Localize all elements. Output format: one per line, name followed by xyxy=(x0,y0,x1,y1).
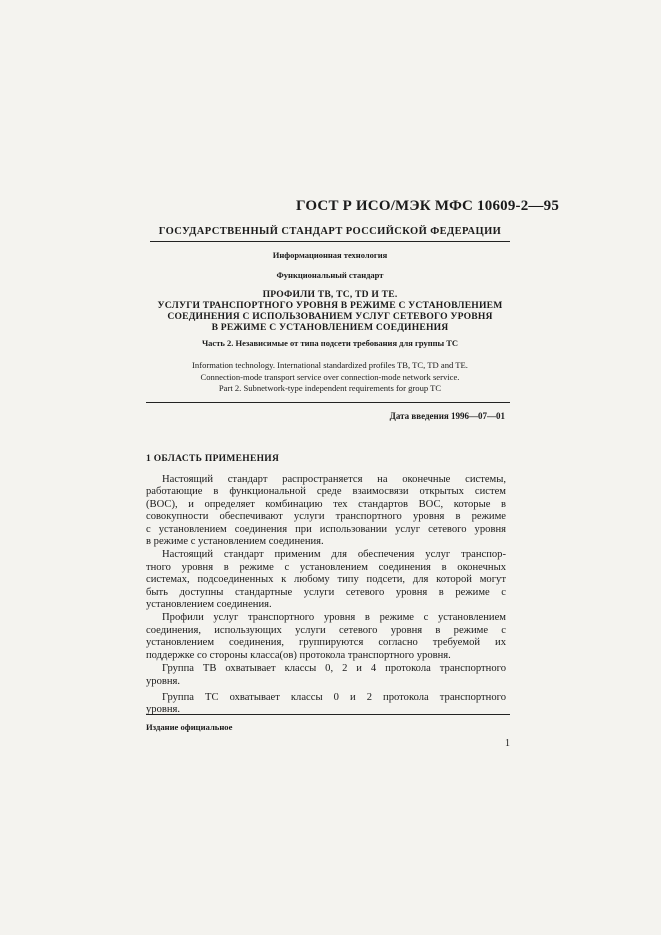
page-number: 1 xyxy=(505,738,510,749)
category-line: Информационная технология xyxy=(272,250,388,260)
text-line: установлением соединения. xyxy=(146,599,272,611)
standard-type-line: Функциональный стандарт xyxy=(276,270,384,280)
text-line: установлением соединения, группируются согласно требуемой их xyxy=(146,637,506,649)
document-title xyxy=(150,289,510,333)
paragraph xyxy=(146,663,506,688)
paragraph xyxy=(146,612,506,662)
english-title xyxy=(150,360,510,395)
text-line: поддержке со стороны класса(ов) протокола транспортного уровня. xyxy=(146,649,451,661)
text-line: Профили услуг транспортного уровня в режиме с установлением xyxy=(162,612,506,624)
part-title: Часть 2. Независимые от типа подсети требования для группы ТС xyxy=(201,338,459,348)
header-divider xyxy=(146,402,510,403)
text-line: работающие в функциональной среде взаимосвязи открытых систем xyxy=(146,486,506,498)
title-line: ПРОФИЛИ ТВ, ТС, TD И ТЕ. xyxy=(262,289,398,300)
title-line: УСЛУГИ ТРАНСПОРТНОГО УРОВНЯ В РЕЖИМЕ С УСТАНОВЛЕНИЕМ xyxy=(157,300,503,311)
paragraph xyxy=(146,692,506,717)
effective-date: Дата введения 1996—07—01 xyxy=(389,411,505,421)
section-heading: 1 ОБЛАСТЬ ПРИМЕНЕНИЯ xyxy=(146,454,280,464)
text-line: Настоящий стандарт применим для обеспечения услуг транспор- xyxy=(162,549,506,561)
section-body xyxy=(146,474,506,718)
text-line: Настоящий стандарт распространяется на оконечные системы, xyxy=(162,474,506,485)
title-line: В РЕЖИМЕ С УСТАНОВЛЕНИЕМ СОЕДИНЕНИЯ xyxy=(211,322,449,333)
official-edition-note: Издание официальное xyxy=(146,722,233,732)
english-title-line: Information technology. International standardized profiles TB, TC, TD and TE. xyxy=(192,360,468,370)
text-line: соединения, использующих услуги сетевого уровня в режиме с xyxy=(146,624,506,636)
paragraph xyxy=(146,549,506,611)
text-line: Группа ТС охватывает классы 0 и 2 протокола транспортного xyxy=(162,691,506,703)
document-code: ГОСТ Р ИСО/МЭК МФС 10609-2—95 xyxy=(296,198,560,214)
text-line: системах, подсоединенных к любому типу подсети, для которой могут xyxy=(146,574,506,586)
text-line: с установлением соединения при использовании услуг сетевого уровня xyxy=(146,523,506,535)
footer-divider xyxy=(146,714,510,715)
text-line: уровня. xyxy=(146,704,181,716)
text-line: быть доступны стандартные услуги сетевого уровня в режиме с xyxy=(146,586,506,598)
text-line: в режиме с установлением соединения. xyxy=(146,536,324,548)
english-title-line: Part 2. Subnetwork-type independent requirements for group TC xyxy=(218,383,442,393)
organization-heading: ГОСУДАРСТВЕННЫЙ СТАНДАРТ РОССИЙСКОЙ ФЕДЕРАЦИИ xyxy=(150,226,510,242)
title-line: СОЕДИНЕНИЯ С ИСПОЛЬЗОВАНИЕМ УСЛУГ СЕТЕВОГО УРОВНЯ xyxy=(167,311,493,322)
text-line: (ВОС), и определяет комбинацию тех стандартов ВОС, которые в xyxy=(146,498,506,510)
english-title-line: Connection-mode transport service over connection-mode network service. xyxy=(200,371,460,382)
text-line: уровня. xyxy=(146,675,181,687)
paragraph xyxy=(146,474,506,548)
text-line: совокупности обеспечивают услуги транспортного уровня в режиме xyxy=(146,511,506,523)
text-line: тного уровня в режиме с установлением соединения в оконечных xyxy=(146,561,506,573)
text-line: Группа ТВ охватывает классы 0, 2 и 4 протокола транспортного xyxy=(162,663,506,675)
